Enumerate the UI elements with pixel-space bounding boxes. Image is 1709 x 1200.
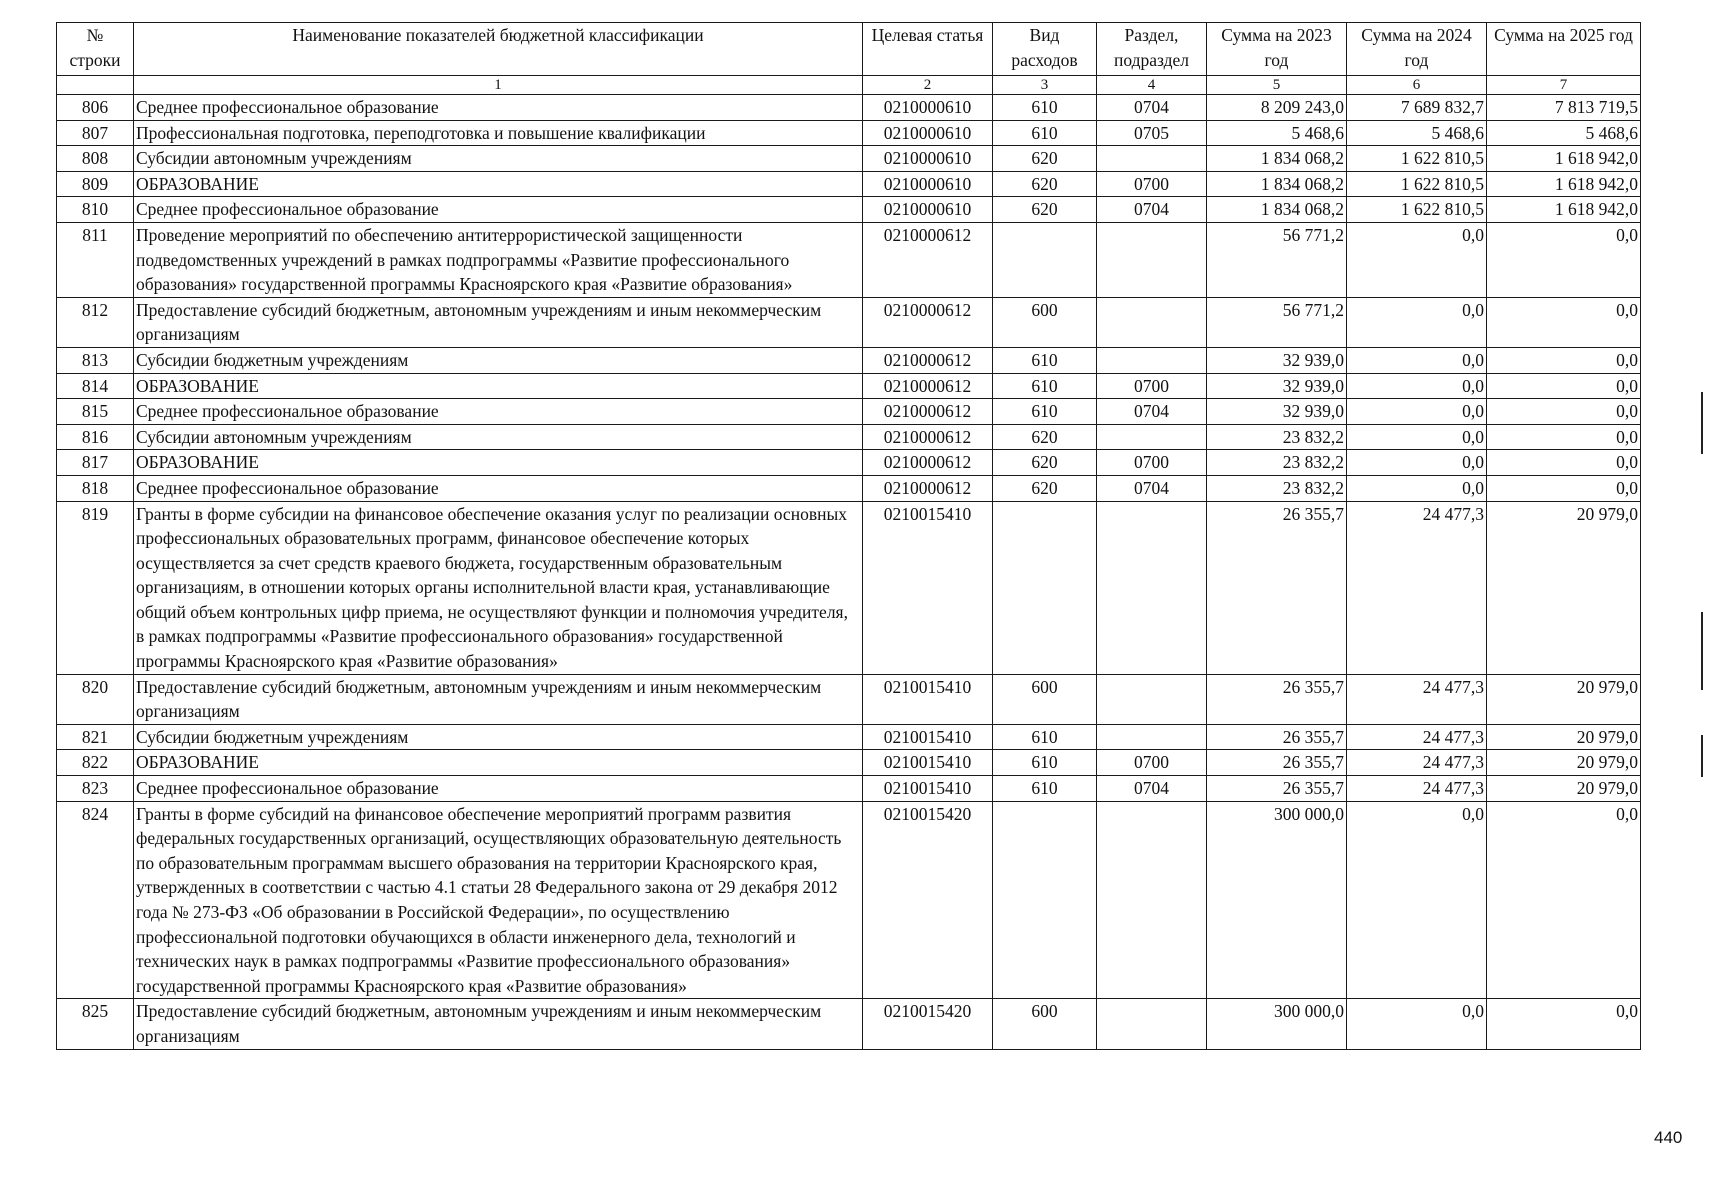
expense-kind: 610 xyxy=(993,724,1097,750)
column-number: 5 xyxy=(1207,76,1347,95)
sum-2024: 0,0 xyxy=(1347,297,1487,347)
row-number: 810 xyxy=(57,197,134,223)
row-number: 806 xyxy=(57,95,134,121)
sum-2024: 0,0 xyxy=(1347,999,1487,1049)
sum-2023: 56 771,2 xyxy=(1207,297,1347,347)
table-row xyxy=(57,347,1641,373)
sum-2025: 7 813 719,5 xyxy=(1487,95,1641,121)
target-article: 0210000612 xyxy=(863,373,993,399)
expense-kind: 620 xyxy=(993,424,1097,450)
table-row xyxy=(57,674,1641,724)
column-number-0 xyxy=(57,76,134,95)
sum-2023: 1 834 068,2 xyxy=(1207,146,1347,172)
sum-2025: 1 618 942,0 xyxy=(1487,197,1641,223)
sum-2025: 0,0 xyxy=(1487,424,1641,450)
indicator-name: Предоставление субсидий бюджетным, автономным учреждениям и иным некоммерческим организациям xyxy=(134,999,863,1049)
scan-edge-mark xyxy=(1701,612,1703,690)
section-code: 0700 xyxy=(1097,750,1207,776)
row-number: 822 xyxy=(57,750,134,776)
row-number: 816 xyxy=(57,424,134,450)
target-article: 0210000612 xyxy=(863,450,993,476)
sum-2024: 0,0 xyxy=(1347,347,1487,373)
row-number: 818 xyxy=(57,475,134,501)
column-number-row xyxy=(57,76,1641,95)
sum-2025: 20 979,0 xyxy=(1487,776,1641,802)
indicator-name: Среднее профессиональное образование xyxy=(134,95,863,121)
sum-2025: 20 979,0 xyxy=(1487,674,1641,724)
indicator-name: Среднее профессиональное образование xyxy=(134,399,863,425)
table-row xyxy=(57,776,1641,802)
expense-kind: 620 xyxy=(993,171,1097,197)
sum-2023: 300 000,0 xyxy=(1207,999,1347,1049)
header-sum-2023: Сумма на 2023 год xyxy=(1207,23,1347,76)
table-row xyxy=(57,450,1641,476)
header-expense-kind: Вид расходов xyxy=(993,23,1097,76)
row-number: 811 xyxy=(57,222,134,297)
header-target-article: Целевая статья xyxy=(863,23,993,76)
header-sum-2025: Сумма на 2025 год xyxy=(1487,23,1641,76)
budget-page xyxy=(56,22,1640,1050)
expense-kind: 620 xyxy=(993,146,1097,172)
table-row xyxy=(57,197,1641,223)
sum-2023: 300 000,0 xyxy=(1207,801,1347,999)
indicator-name: Проведение мероприятий по обеспечению антитеррористической защищенности подведомственных учреждений в рамках подпрограммы «Развитие профессионального образования» государственной программы Красноярского края «Развитие образования» xyxy=(134,222,863,297)
sum-2025: 1 618 942,0 xyxy=(1487,171,1641,197)
sum-2024: 0,0 xyxy=(1347,475,1487,501)
sum-2023: 32 939,0 xyxy=(1207,373,1347,399)
target-article: 0210015410 xyxy=(863,674,993,724)
scan-edge-mark xyxy=(1701,392,1703,454)
section-code xyxy=(1097,801,1207,999)
sum-2024: 1 622 810,5 xyxy=(1347,146,1487,172)
column-number: 6 xyxy=(1347,76,1487,95)
indicator-name: Субсидии автономным учреждениям xyxy=(134,424,863,450)
row-number: 815 xyxy=(57,399,134,425)
table-row xyxy=(57,501,1641,674)
target-article: 0210000612 xyxy=(863,222,993,297)
expense-kind: 610 xyxy=(993,347,1097,373)
expense-kind: 610 xyxy=(993,373,1097,399)
sum-2024: 1 622 810,5 xyxy=(1347,171,1487,197)
row-number: 809 xyxy=(57,171,134,197)
section-code: 0704 xyxy=(1097,776,1207,802)
table-row xyxy=(57,424,1641,450)
sum-2024: 0,0 xyxy=(1347,399,1487,425)
target-article: 0210015410 xyxy=(863,750,993,776)
section-code: 0704 xyxy=(1097,475,1207,501)
expense-kind: 620 xyxy=(993,450,1097,476)
target-article: 0210000612 xyxy=(863,475,993,501)
sum-2023: 32 939,0 xyxy=(1207,399,1347,425)
section-code xyxy=(1097,724,1207,750)
indicator-name: Среднее профессиональное образование xyxy=(134,197,863,223)
expense-kind: 600 xyxy=(993,297,1097,347)
section-code: 0704 xyxy=(1097,197,1207,223)
expense-kind: 610 xyxy=(993,750,1097,776)
indicator-name: ОБРАЗОВАНИЕ xyxy=(134,450,863,476)
sum-2023: 1 834 068,2 xyxy=(1207,197,1347,223)
target-article: 0210015410 xyxy=(863,501,993,674)
expense-kind: 600 xyxy=(993,674,1097,724)
sum-2025: 1 618 942,0 xyxy=(1487,146,1641,172)
sum-2025: 0,0 xyxy=(1487,347,1641,373)
target-article: 0210000610 xyxy=(863,171,993,197)
target-article: 0210015410 xyxy=(863,724,993,750)
indicator-name: ОБРАЗОВАНИЕ xyxy=(134,171,863,197)
sum-2024: 5 468,6 xyxy=(1347,120,1487,146)
table-row xyxy=(57,373,1641,399)
indicator-name: Среднее профессиональное образование xyxy=(134,475,863,501)
sum-2024: 24 477,3 xyxy=(1347,776,1487,802)
section-code xyxy=(1097,297,1207,347)
table-row xyxy=(57,95,1641,121)
table-header-row xyxy=(57,23,1641,76)
target-article: 0210000612 xyxy=(863,347,993,373)
sum-2023: 26 355,7 xyxy=(1207,501,1347,674)
sum-2023: 1 834 068,2 xyxy=(1207,171,1347,197)
sum-2025: 0,0 xyxy=(1487,399,1641,425)
indicator-name: Гранты в форме субсидий на финансовое обеспечение мероприятий программ развития федеральных государственных организаций, осуществляющих образовательную деятельность по образовательным программам высшего образования на территории Красноярского края, утвержденных в соответствии с частью 4.1 статьи 28 Федерального закона от 29 декабря 2012 года № 273-ФЗ «Об образовании в Российской Федерации», по осуществлению профессиональной подготовки обучающихся в области инженерного дела, технологий и технических наук в рамках подпрограммы «Развитие профессионального образования» государственной программы Красноярского края «Развитие образования» xyxy=(134,801,863,999)
table-row xyxy=(57,801,1641,999)
section-code xyxy=(1097,347,1207,373)
budget-table xyxy=(56,22,1641,1050)
row-number: 812 xyxy=(57,297,134,347)
indicator-name: Субсидии бюджетным учреждениям xyxy=(134,724,863,750)
sum-2024: 0,0 xyxy=(1347,373,1487,399)
indicator-name: Предоставление субсидий бюджетным, автономным учреждениям и иным некоммерческим организациям xyxy=(134,297,863,347)
sum-2025: 0,0 xyxy=(1487,373,1641,399)
sum-2024: 1 622 810,5 xyxy=(1347,197,1487,223)
section-code xyxy=(1097,146,1207,172)
section-code: 0704 xyxy=(1097,399,1207,425)
sum-2023: 26 355,7 xyxy=(1207,674,1347,724)
table-row xyxy=(57,399,1641,425)
target-article: 0210000610 xyxy=(863,95,993,121)
table-row xyxy=(57,171,1641,197)
indicator-name: Субсидии автономным учреждениям xyxy=(134,146,863,172)
sum-2025: 0,0 xyxy=(1487,297,1641,347)
indicator-name: Профессиональная подготовка, переподготовка и повышение квалификации xyxy=(134,120,863,146)
column-number: 3 xyxy=(993,76,1097,95)
sum-2023: 26 355,7 xyxy=(1207,750,1347,776)
sum-2025: 0,0 xyxy=(1487,450,1641,476)
row-number: 821 xyxy=(57,724,134,750)
row-number: 813 xyxy=(57,347,134,373)
table-row xyxy=(57,146,1641,172)
header-sum-2024: Сумма на 2024 год xyxy=(1347,23,1487,76)
sum-2025: 20 979,0 xyxy=(1487,750,1641,776)
scan-edge-mark xyxy=(1701,735,1703,777)
sum-2024: 0,0 xyxy=(1347,222,1487,297)
sum-2025: 0,0 xyxy=(1487,999,1641,1049)
sum-2024: 0,0 xyxy=(1347,801,1487,999)
sum-2024: 24 477,3 xyxy=(1347,501,1487,674)
expense-kind xyxy=(993,501,1097,674)
table-row xyxy=(57,475,1641,501)
sum-2023: 56 771,2 xyxy=(1207,222,1347,297)
indicator-name: Среднее профессиональное образование xyxy=(134,776,863,802)
sum-2024: 24 477,3 xyxy=(1347,724,1487,750)
expense-kind xyxy=(993,222,1097,297)
indicator-name: ОБРАЗОВАНИЕ xyxy=(134,750,863,776)
header-section: Раздел, подраздел xyxy=(1097,23,1207,76)
row-number: 825 xyxy=(57,999,134,1049)
column-number: 7 xyxy=(1487,76,1641,95)
section-code: 0700 xyxy=(1097,373,1207,399)
sum-2024: 0,0 xyxy=(1347,424,1487,450)
sum-2024: 24 477,3 xyxy=(1347,674,1487,724)
expense-kind: 610 xyxy=(993,120,1097,146)
sum-2023: 26 355,7 xyxy=(1207,776,1347,802)
sum-2025: 5 468,6 xyxy=(1487,120,1641,146)
sum-2023: 23 832,2 xyxy=(1207,475,1347,501)
row-number: 820 xyxy=(57,674,134,724)
sum-2025: 0,0 xyxy=(1487,801,1641,999)
section-code: 0700 xyxy=(1097,450,1207,476)
row-number: 819 xyxy=(57,501,134,674)
sum-2024: 24 477,3 xyxy=(1347,750,1487,776)
header-indicator-name: Наименование показателей бюджетной классификации xyxy=(134,23,863,76)
row-number: 808 xyxy=(57,146,134,172)
target-article: 0210015420 xyxy=(863,999,993,1049)
indicator-name: Гранты в форме субсидии на финансовое обеспечение оказания услуг по реализации основных профессиональных образовательных программ, финансовое обеспечение которых осуществляется за счет средств краевого бюджета, государственным образовательным организациям, в отношении которых органы исполнительной власти края, устанавливающие общий объем контрольных цифр приема, не осуществляют функции и полномочия учредителя, в рамках подпрограммы «Развитие профессионального образования» государственной программы Красноярского края «Развитие образования» xyxy=(134,501,863,674)
target-article: 0210000610 xyxy=(863,146,993,172)
expense-kind: 600 xyxy=(993,999,1097,1049)
section-code: 0705 xyxy=(1097,120,1207,146)
row-number: 807 xyxy=(57,120,134,146)
section-code: 0704 xyxy=(1097,95,1207,121)
row-number: 824 xyxy=(57,801,134,999)
sum-2023: 26 355,7 xyxy=(1207,724,1347,750)
indicator-name: Субсидии бюджетным учреждениям xyxy=(134,347,863,373)
sum-2025: 0,0 xyxy=(1487,222,1641,297)
sum-2025: 20 979,0 xyxy=(1487,724,1641,750)
expense-kind: 610 xyxy=(993,399,1097,425)
row-number: 823 xyxy=(57,776,134,802)
target-article: 0210015410 xyxy=(863,776,993,802)
indicator-name: Предоставление субсидий бюджетным, автономным учреждениям и иным некоммерческим организациям xyxy=(134,674,863,724)
page-number: 440 xyxy=(1654,1128,1683,1147)
sum-2023: 32 939,0 xyxy=(1207,347,1347,373)
target-article: 0210000610 xyxy=(863,120,993,146)
sum-2024: 0,0 xyxy=(1347,450,1487,476)
target-article: 0210015420 xyxy=(863,801,993,999)
sum-2023: 8 209 243,0 xyxy=(1207,95,1347,121)
table-row xyxy=(57,297,1641,347)
sum-2025: 20 979,0 xyxy=(1487,501,1641,674)
sum-2025: 0,0 xyxy=(1487,475,1641,501)
row-number: 817 xyxy=(57,450,134,476)
section-code xyxy=(1097,222,1207,297)
column-number: 2 xyxy=(863,76,993,95)
section-code: 0700 xyxy=(1097,171,1207,197)
expense-kind: 610 xyxy=(993,776,1097,802)
sum-2023: 5 468,6 xyxy=(1207,120,1347,146)
indicator-name: ОБРАЗОВАНИЕ xyxy=(134,373,863,399)
table-body xyxy=(57,76,1641,1050)
sum-2023: 23 832,2 xyxy=(1207,450,1347,476)
target-article: 0210000612 xyxy=(863,297,993,347)
target-article: 0210000610 xyxy=(863,197,993,223)
section-code xyxy=(1097,424,1207,450)
sum-2024: 7 689 832,7 xyxy=(1347,95,1487,121)
table-row xyxy=(57,222,1641,297)
expense-kind: 610 xyxy=(993,95,1097,121)
expense-kind xyxy=(993,801,1097,999)
header-row-number: № строки xyxy=(57,23,134,76)
table-row xyxy=(57,120,1641,146)
expense-kind: 620 xyxy=(993,475,1097,501)
expense-kind: 620 xyxy=(993,197,1097,223)
column-number: 4 xyxy=(1097,76,1207,95)
table-row xyxy=(57,750,1641,776)
table-row xyxy=(57,999,1641,1049)
section-code xyxy=(1097,674,1207,724)
target-article: 0210000612 xyxy=(863,424,993,450)
table-row xyxy=(57,724,1641,750)
column-number: 1 xyxy=(134,76,863,95)
section-code xyxy=(1097,501,1207,674)
target-article: 0210000612 xyxy=(863,399,993,425)
section-code xyxy=(1097,999,1207,1049)
sum-2023: 23 832,2 xyxy=(1207,424,1347,450)
row-number: 814 xyxy=(57,373,134,399)
